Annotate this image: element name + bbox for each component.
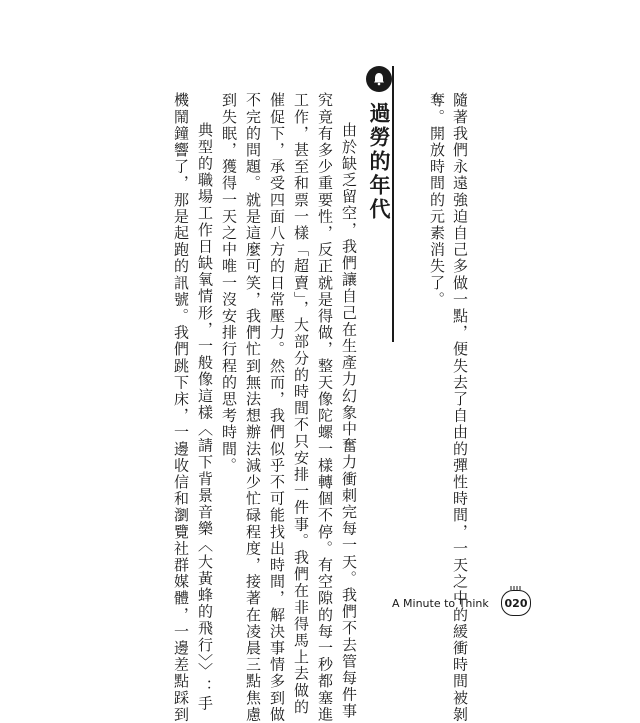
text-column-4: 究竟有多少重要性，反正就是得做，整天像陀螺一樣轉個不停。有空隙的每一秒都塞進 [316, 92, 334, 723]
bell-icon [366, 66, 392, 92]
text-column-6: 催促下，承受四面八方的日常壓力。然而，我們似乎不可能找出時間，解決事情多到做 [268, 92, 286, 723]
text-column-1: 隨著我們永遠強迫自己多做一點，便失去了自由的彈性時間，一天之中的緩衝時間被剝 [451, 92, 469, 723]
section-heading: 過勞的年代 [367, 102, 391, 222]
running-title: A Minute to Think [392, 597, 489, 610]
text-column-9: 典型的職場工作日缺氧情形，一般像這樣〈請下背景音樂〈大黃蜂的飛行〉〉：手 [196, 122, 214, 713]
text-column-8: 到失眠，獲得一天之中唯一沒安排行程的思考時間。 [220, 92, 238, 474]
text-column-10: 機鬧鐘響了，那是起跑的訊號。我們跳下床，一邊收信和瀏覽社群媒體，一邊差點踩到 [172, 92, 190, 723]
page-number: 020 [504, 596, 528, 610]
text-column-7: 不完的問題。就是這麼可笑，我們忙到無法想辦法減少忙碌程度，接著在凌晨三點焦慮 [244, 92, 262, 723]
text-column-2: 奪。開放時間的元素消失了。 [428, 92, 446, 308]
text-column-5: 工作，甚至和票一樣「超賣」，大部分的時間不只安排一件事。我們在非得馬上去做的 [292, 92, 310, 716]
heading-rule [392, 66, 394, 342]
page-footer [392, 586, 558, 618]
page-number-badge [501, 590, 531, 616]
text-column-3: 由於缺乏留空，我們讓自己在生產力幻象中奮力衝刺完每一天。我們不去管每件事 [340, 122, 358, 720]
